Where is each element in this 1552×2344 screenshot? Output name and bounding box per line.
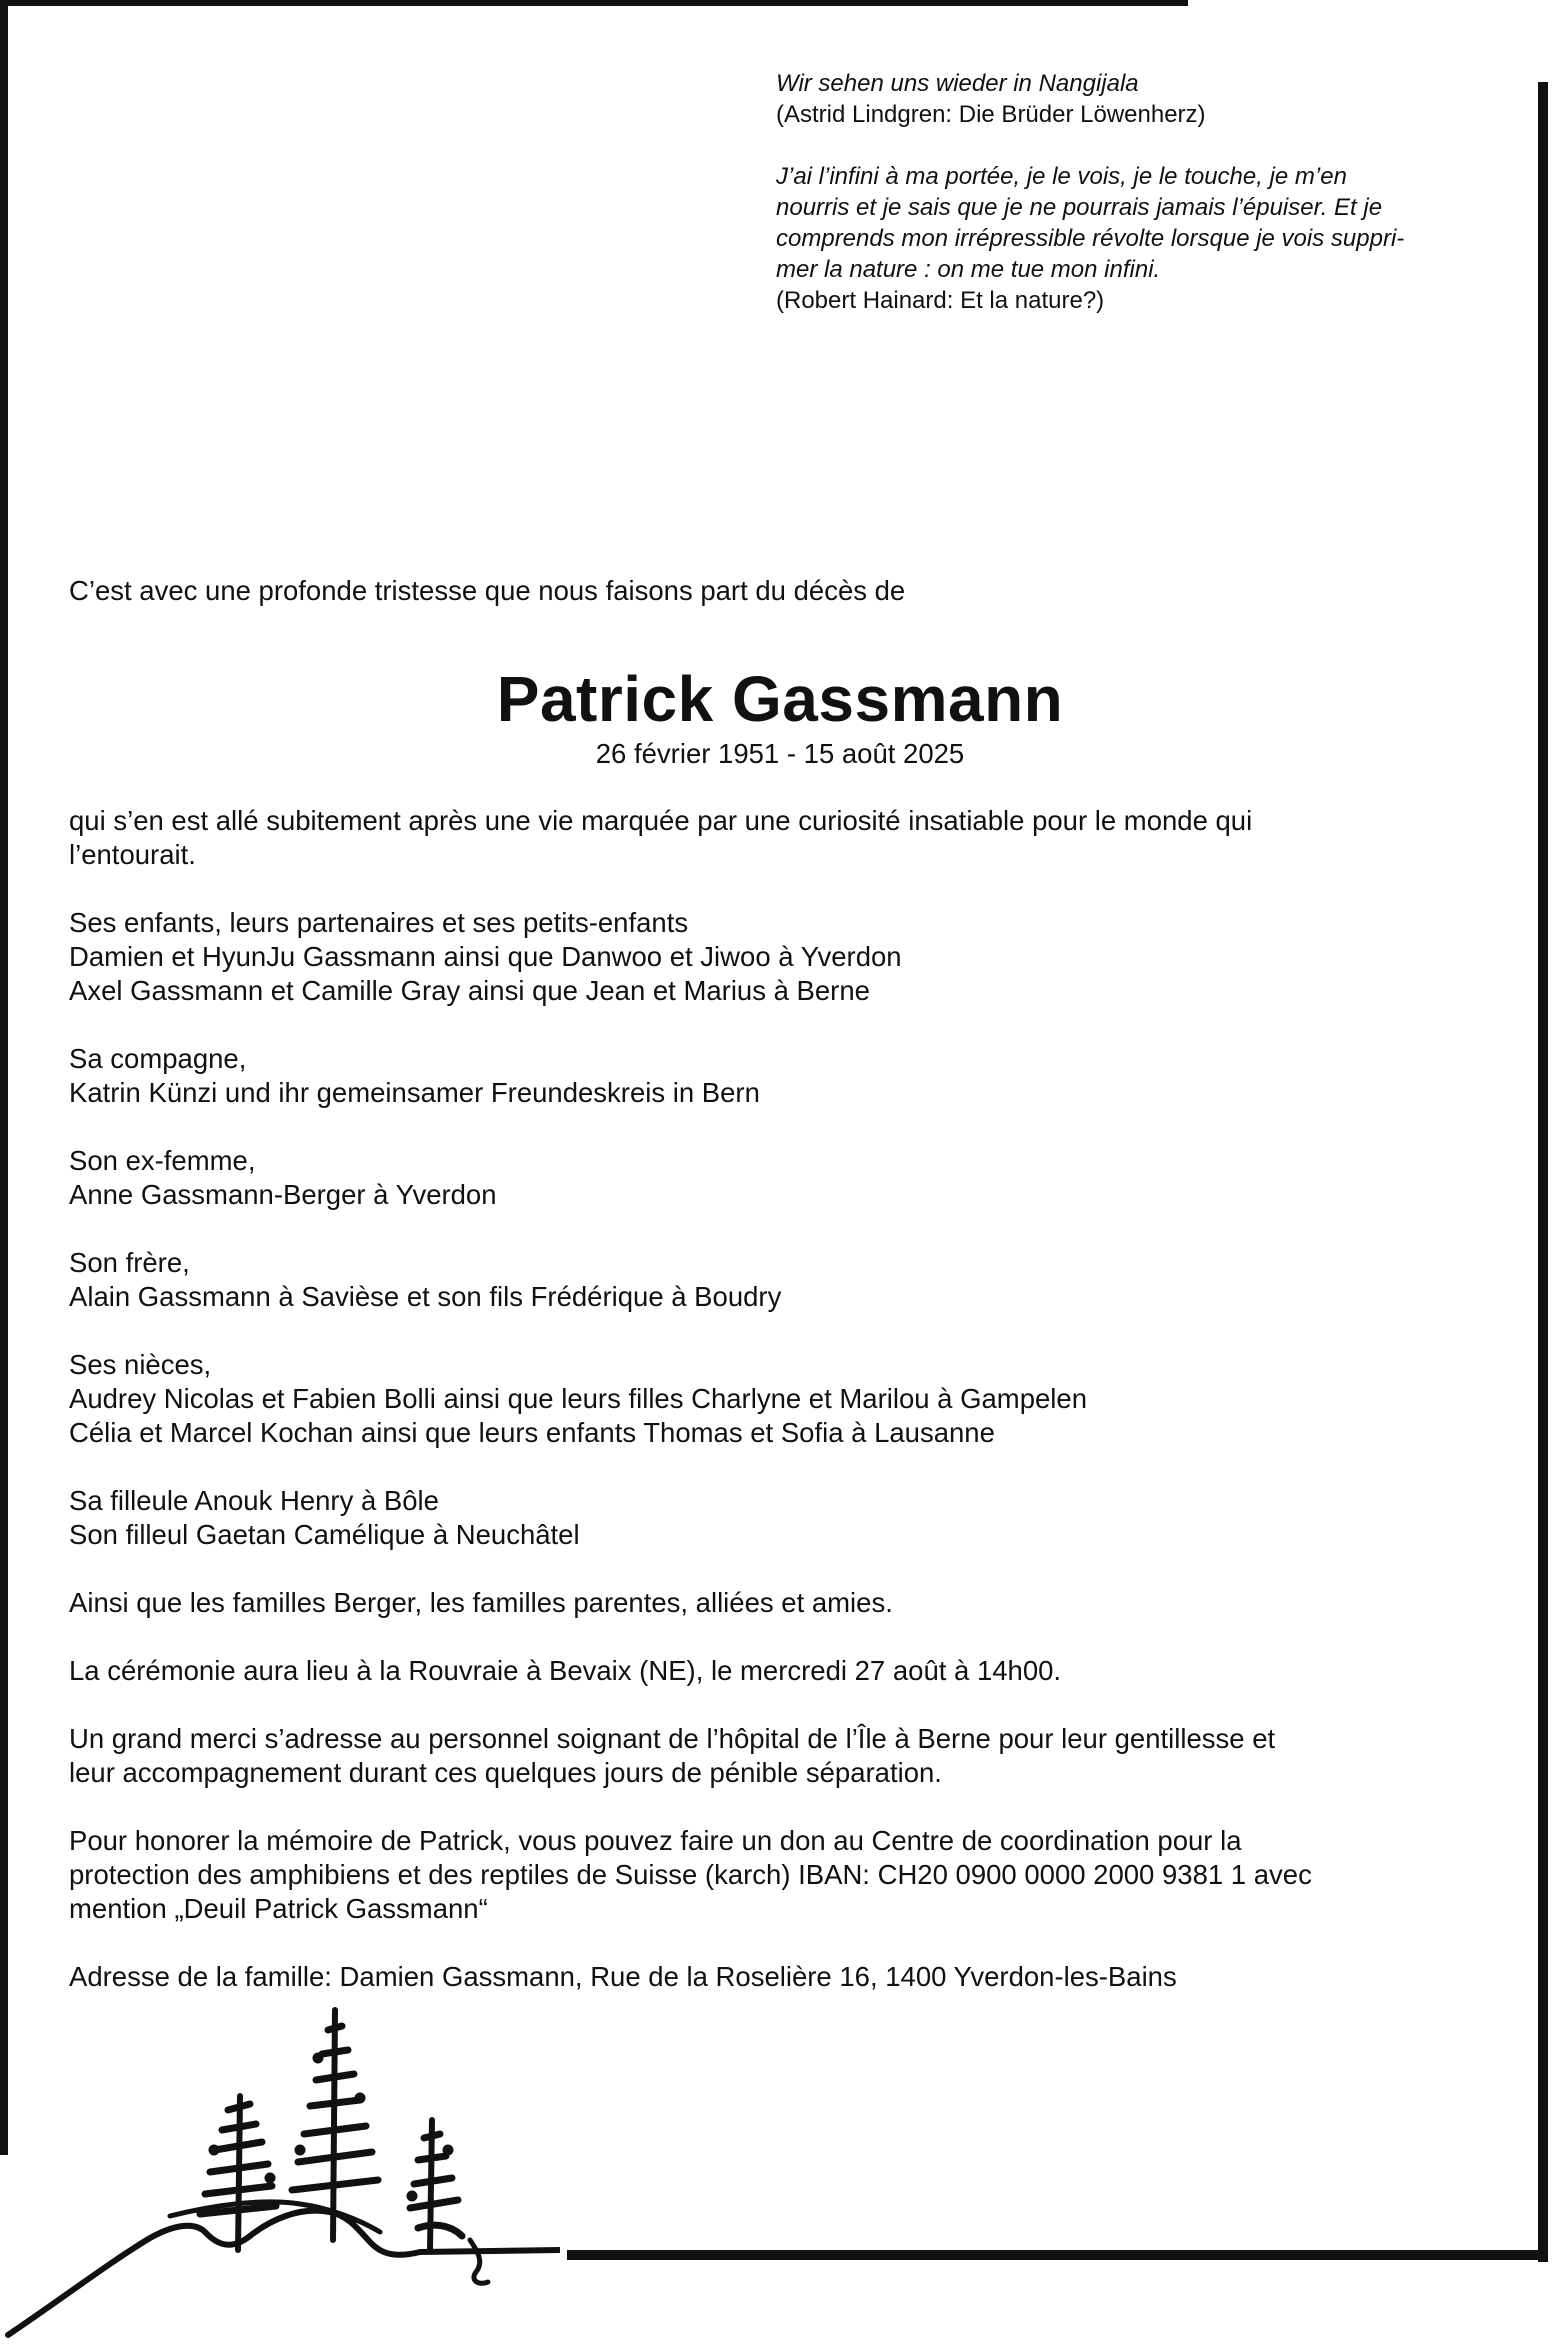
description-line: qui s’en est allé subitement après une vie marquée par une curiosité insatiable pour le monde qui [69,805,1253,836]
family-line: Célia et Marcel Kochan ainsi que leurs enfants Thomas et Sofia à Lausanne [69,1417,995,1448]
quote-1-text: Wir sehen uns wieder in Nangijala [776,70,1139,97]
family-line: Anne Gassmann-Berger à Yverdon [69,1179,497,1210]
quote-2-line: J’ai l’infini à ma portée, je le vois, je le touche, je m’en [776,163,1347,190]
family-line: Son frère, [69,1247,190,1278]
border-left [0,0,8,2155]
deceased-dates: 26 février 1951 - 15 août 2025 [595,738,965,769]
family-line: Ses nièces, [69,1349,212,1380]
family-partner [69,1042,1509,1110]
thanks-line: leur accompagnement durant ces quelques jours de pénible séparation. [69,1757,942,1788]
family-line: Son ex-femme, [69,1145,256,1176]
quote-2-line: nourris et je sais que je ne pourrais jamais l’épuiser. Et je [776,194,1383,221]
epigraph-quotes [776,68,1496,316]
family-line: Audrey Nicolas et Fabien Bolli ainsi que leurs filles Charlyne et Marilou à Gampelen [69,1383,1087,1414]
border-top [0,0,1188,6]
ceremony-info: La cérémonie aura lieu à la Rouvraie à Bevaix (NE), le mercredi 27 août à 14h00. [69,1655,1062,1686]
family-others [69,1586,1509,1620]
family-line: Ses enfants, leurs partenaires et ses petits-enfants [69,907,689,938]
family-line: Damien et HyunJu Gassmann ainsi que Danwoo et Jiwoo à Yverdon [69,941,902,972]
thanks-line: Un grand merci s’adresse au personnel soignant de l’hôpital de l’Île à Berne pour leur gentillesse et [69,1723,1276,1754]
family-godchildren [69,1484,1509,1552]
donation-paragraph [69,1824,1509,1926]
donation-line: Pour honorer la mémoire de Patrick, vous pouvez faire un don au Centre de coordination pour la [69,1825,1242,1856]
family-line: Sa filleule Anouk Henry à Bôle [69,1485,439,1516]
thanks-paragraph [69,1722,1509,1790]
deceased-name: Patrick Gassmann [496,663,1064,735]
quote-2-line: mer la nature : on me tue mon infini. [776,256,1161,283]
quote-2-source: (Robert Hainard: Et la nature?) [776,287,1105,314]
family-ex-wife [69,1144,1509,1212]
border-bottom-shadow [567,2250,1548,2260]
description-paragraph [69,804,1509,872]
family-address: Adresse de la famille: Damien Gassmann, Rue de la Roselière 16, 1400 Yverdon-les-Bains [69,1961,1177,1992]
family-line: Axel Gassmann et Camille Gray ainsi que Jean et Marius à Berne [69,975,870,1006]
obituary-body [69,574,1509,1994]
intro-text: C’est avec une profonde tristesse que nous faisons part du décès de [69,575,906,606]
donation-line: mention „Deuil Patrick Gassmann“ [69,1893,488,1924]
family-nieces [69,1348,1509,1450]
family-line: Katrin Künzi und ihr gemeinsamer Freundeskreis in Bern [69,1077,760,1108]
quote-1-source: (Astrid Lindgren: Die Brüder Löwenherz) [776,101,1206,128]
family-brother [69,1246,1509,1314]
donation-line: protection des amphibiens et des reptiles de Suisse (karch) IBAN: CH20 0900 0000 2000 9381 1 avec [69,1859,1312,1890]
border-right-shadow [1538,82,1548,2262]
family-children [69,906,1509,1008]
family-line: Sa compagne, [69,1043,247,1074]
deceased-block [0,660,1552,770]
description-line: l’entourait. [69,839,196,870]
family-line: Alain Gassmann à Savièse et son fils Frédérique à Boudry [69,1281,782,1312]
family-line: Son filleul Gaetan Camélique à Neuchâtel [69,1519,580,1550]
ink-trees-signature-icon [0,2000,560,2339]
quote-2-line: comprends mon irrépressible révolte lorsque je vois suppri- [776,225,1405,252]
family-line: Ainsi que les familles Berger, les familles parentes, alliées et amies. [69,1587,893,1618]
